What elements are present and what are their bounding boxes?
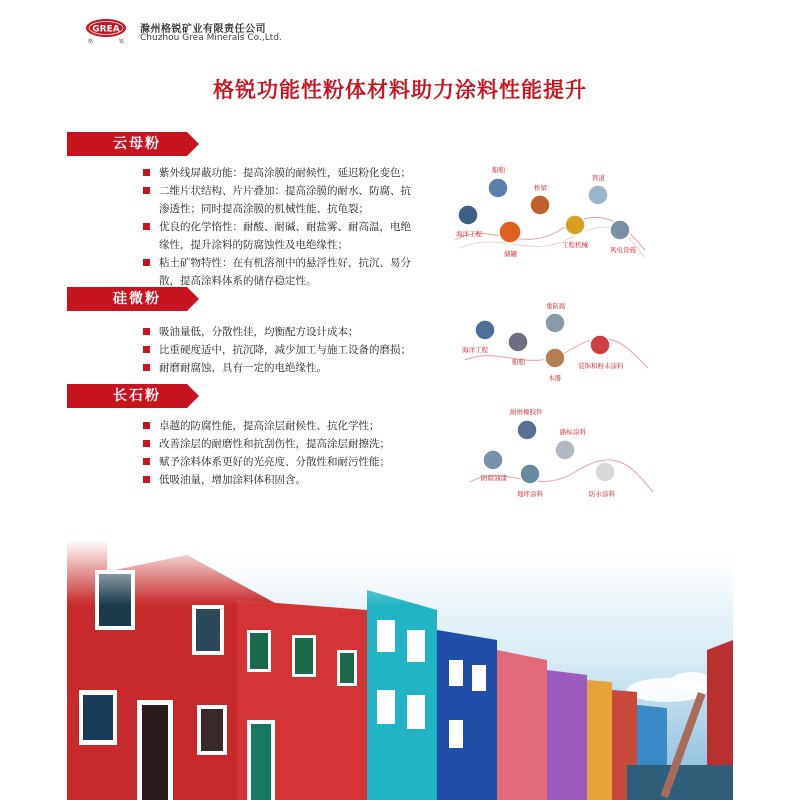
- bullet-icon: [143, 169, 150, 176]
- colorful-houses-photo: [67, 540, 733, 800]
- list-item: 紫外线屏蔽功能：提高涂膜的耐候性，延迟粉化变色；: [143, 164, 443, 182]
- application-label: 木器: [548, 374, 561, 382]
- application-label: 海洋工程: [456, 230, 482, 238]
- section-heading-silica: [67, 287, 215, 311]
- application-label: 防水涂料: [589, 490, 615, 498]
- bullet-icon: [143, 364, 150, 371]
- list-item: 低吸油量，增加涂料体积固含。: [143, 471, 443, 489]
- application-label: 储罐: [504, 250, 517, 258]
- bullet-icon: [143, 440, 150, 447]
- list-item: 粘土矿物特性：在有机溶剂中的悬浮性好，抗沉、易分: [143, 254, 443, 272]
- section-heading-label: 长石粉: [113, 388, 161, 404]
- company-name-en: Chuzhou Grea Minerals Co.,Ltd.: [140, 33, 282, 43]
- mica-feature-list: [143, 164, 443, 290]
- company-name-cn: 滁州格锐矿业有限责任公司: [140, 24, 266, 35]
- bullet-icon: [143, 223, 150, 230]
- application-label: 地坪涂料: [517, 490, 543, 498]
- feldspar-applications-diagram: [465, 402, 655, 512]
- list-item: 比重硬度适中，抗沉降，减少加工与施工设备的磨损；: [143, 341, 443, 359]
- logo-char-left: 格: [88, 39, 94, 44]
- silica-applications-diagram: [460, 290, 650, 385]
- application-label: 耐磨橡胶件: [510, 408, 543, 416]
- list-item: 优良的化学惰性：耐酸、耐碱、耐盐雾、耐高温，电绝: [143, 218, 443, 236]
- logo-text: GREA: [92, 24, 120, 35]
- application-label: 海洋工程: [462, 346, 488, 354]
- application-label: 工程机械: [562, 241, 588, 249]
- bullet-icon: [143, 476, 150, 483]
- application-label: 路标涂料: [560, 428, 586, 436]
- list-item: 散，提高涂料体系的储存稳定性。: [159, 275, 317, 287]
- list-item: 耐磨耐腐蚀，具有一定的电绝缘性。: [143, 359, 443, 377]
- mica-applications-diagram: [450, 160, 650, 270]
- application-label: 船舶: [492, 166, 505, 174]
- application-label: 管道: [592, 174, 605, 182]
- company-logo: [84, 16, 128, 44]
- page-title: 格锐功能性粉体材料助力涂料性能提升: [213, 78, 587, 102]
- application-label: 船舶: [512, 358, 525, 366]
- section-heading-label: 硅微粉: [113, 291, 161, 307]
- list-item: 渗透性；同时提高涂膜的机械性能、抗龟裂；: [159, 203, 369, 215]
- logo-char-right: 锐: [119, 39, 125, 44]
- list-item: 吸油量低，分散性佳，均衡配方设计成本；: [143, 323, 443, 341]
- silica-feature-list: [143, 323, 443, 377]
- application-label: 防腐油漆: [481, 474, 507, 482]
- section-heading-feldspar: [67, 384, 215, 408]
- feldspar-feature-list: [143, 417, 443, 489]
- bullet-icon: [143, 458, 150, 465]
- section-heading-mica: [67, 132, 215, 156]
- section-heading-label: 云母粉: [113, 136, 161, 152]
- application-label: 重防腐: [546, 302, 566, 310]
- bullet-icon: [143, 259, 150, 266]
- bullet-icon: [143, 328, 150, 335]
- bullet-icon: [143, 346, 150, 353]
- application-label: 装饰和粉末涂料: [578, 362, 624, 370]
- list-item: 卓越的防腐性能，提高涂层耐候性、抗化学性；: [143, 417, 443, 435]
- list-item: 赋予涂料体系更好的光亮度、分散性和耐污性能；: [143, 453, 443, 471]
- list-item: 改善涂层的耐磨性和抗刮伤性，提高涂层耐擦洗；: [143, 435, 443, 453]
- list-item: 二维片状结构、片片叠加：提高涂膜的耐水、防腐、抗: [143, 182, 443, 200]
- list-item: 缘性，提升涂料的防腐蚀性及电绝缘性；: [159, 239, 348, 251]
- bullet-icon: [143, 187, 150, 194]
- bullet-icon: [143, 422, 150, 429]
- application-label: 风电设施: [610, 246, 636, 254]
- application-label: 桥梁: [534, 184, 547, 192]
